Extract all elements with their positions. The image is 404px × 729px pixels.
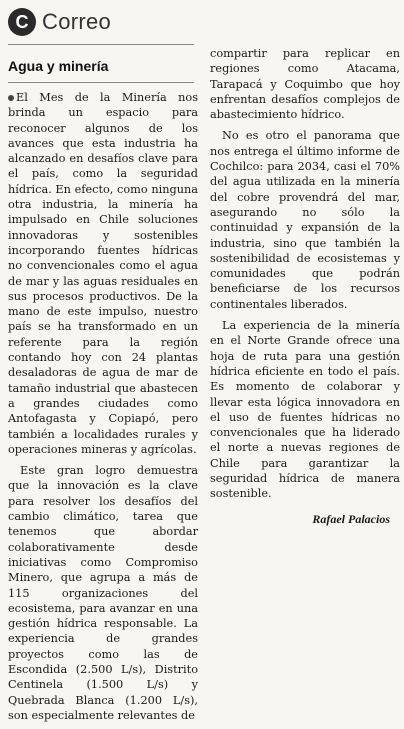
paragraph: No es otro el panorama que nos entrega el último informe de Cochilco: para 2034, casi el 70% del agua utilizada en la minería del cobre provendrá del mar, asegurando no sólo la continuidad y expansión de la industria, sino que también la sostenibilidad de ecosistemas y comunidades que podrán beneficiarse de los recursos continentales liberados.: [210, 129, 400, 311]
section-header: [8, 8, 111, 36]
divider-bottom: [8, 82, 194, 83]
left-column: [8, 90, 198, 729]
section-logo: C: [8, 8, 36, 36]
right-column: [210, 46, 400, 527]
paragraph: Este gran logro demuestra que la innovación es la clave para resolver los desafíos del cambio climático, tarea que tenemos que abordar colaborativamente desde iniciativas como Compromiso Minero, que agrupa a más de 115 organizaciones del ecosistema, para avanzar en una gestión hídrica responsable. La experiencia de grandes proyectos como las de Escondida (2.500 L/s), Distrito Centinela (1.500 L/s) y Quebrada Blanca (1.200 L/s), son especialmente relevantes de: [8, 464, 198, 722]
letter-title: Agua y minería: [8, 58, 109, 74]
paragraph-text: El Mes de la Minería nos brinda un espacio para reconocer algunos de los avances que esta industria ha alcanzado en desafíos clave para el país, como la seguridad hídrica. En efecto, como ninguna otra industria, la minería ha impulsado en Chile soluciones innovadoras y sostenibles incorporando fuentes hídricas no convencionales como el agua de mar y las aguas residuales en sus procesos productivos. De la mano de este impulso, nuestro país se ha transformado en un referente para la región contando hoy con 24 plantas desaladoras de agua de mar de tamaño industrial que abastecen a grandes ciudades como Antofagasta y Copiapó, pero también a localidades rurales y operaciones mineras y agrícolas.: [8, 91, 198, 456]
paragraph: compartir para replicar en regiones como Atacama, Tarapacá y Coquimbo que hoy enfrentan desafíos complejos de abastecimiento hídrico.: [210, 47, 400, 122]
paragraph: [8, 90, 198, 457]
paragraph: La experiencia de la minería en el Norte Grande ofrece una hoja de ruta para una gestión hídrica eficiente en todo el país. Es momento de colaborar y llevar esta lógica innovadora en el uso de fuentes hídricas no convencionales que ha liderado el norte a nuevas regiones de Chile para garantizar la seguridad hídrica de manera sostenible.: [210, 319, 400, 501]
bullet-icon: [8, 95, 14, 101]
section-name: Correo: [42, 9, 112, 34]
author-signature: Rafael Palacios: [312, 511, 390, 526]
divider-top: [8, 44, 194, 45]
